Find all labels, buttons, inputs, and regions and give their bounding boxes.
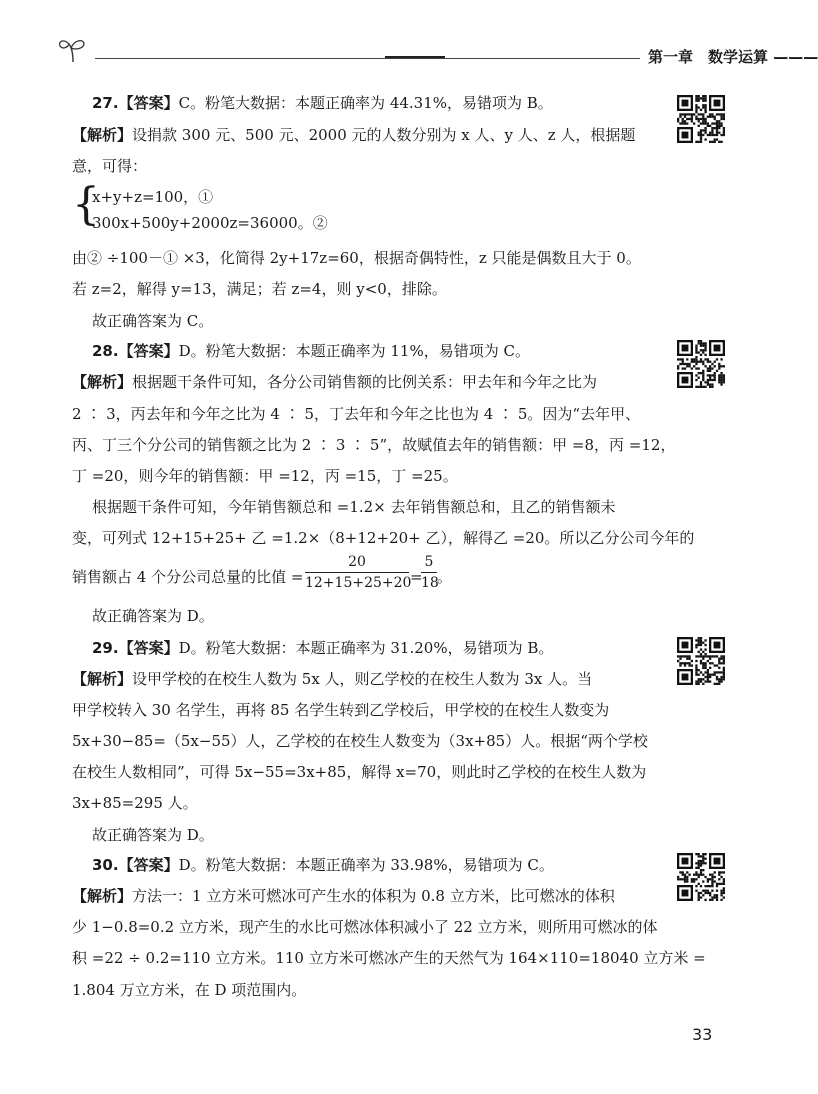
qr-code-icon[interactable] xyxy=(677,95,725,143)
analysis-text: 设甲学校的在校生人数为 5x 人，则乙学校的在校生人数为 3x 人。当 xyxy=(132,670,593,688)
analysis-text: 设捐款 300 元、500 元、2000 元的人数分别为 x 人、y 人、z 人，根据题 xyxy=(132,126,636,144)
q29-analysis xyxy=(72,669,592,689)
fraction-ratio xyxy=(305,553,412,592)
q27-line3: 意，可得： xyxy=(72,157,148,175)
q28-conclusion: 故正确答案为 D。 xyxy=(92,607,214,625)
header-rule-accent xyxy=(385,56,445,58)
q28-line3: 2 ∶ 3，丙去年和今年之比为 4 ∶ 5，丁去年和今年之比也为 4 ∶ 5。因为“去年甲、 xyxy=(72,405,641,423)
analysis-tag: 【解析】 xyxy=(72,670,133,688)
q28-line6: 根据题干条件可知，今年销售额总和 =1.2× 去年销售额总和，且乙的销售额未 xyxy=(92,498,616,516)
analysis-tag: 【解析】 xyxy=(72,887,133,905)
qr-code-icon[interactable] xyxy=(677,340,725,388)
q27-line4: 由② ÷100－① ×3，化简得 2y+17z=60，根据奇偶特性，z 只能是偶数且大于 0。 xyxy=(72,249,641,267)
fraction-denominator: 12+15+25+20 xyxy=(305,575,412,591)
q29-line6: 3x+85=295 人。 xyxy=(72,794,198,812)
answer-tag: 29.【答案】 xyxy=(92,639,179,657)
page-number: 33 xyxy=(692,1025,713,1044)
fraction-numerator: 20 xyxy=(348,554,366,570)
fraction-numerator: 5 xyxy=(424,554,434,570)
q28-line7: 变，可列式 12+15+25+ 乙 =1.2×（8+12+20+ 乙），解得乙 =20。所以乙分公司今年的 xyxy=(72,529,695,547)
answer-tag: 30.【答案】 xyxy=(92,856,179,874)
page-header xyxy=(55,36,818,66)
q29-line3: 甲学校转入 30 名学生，再将 85 名学生转到乙学校后，甲学校的在校生人数变为 xyxy=(72,701,610,719)
q27-conclusion: 故正确答案为 C。 xyxy=(92,312,214,330)
q28-line8: 销售额占 4 个分公司总量的比值 = xyxy=(72,568,304,586)
analysis-tag: 【解析】 xyxy=(72,373,133,391)
answer-tag: 27.【答案】 xyxy=(92,94,179,112)
q27-line5: 若 z=2，解得 y=13，满足；若 z=4，则 y<0，排除。 xyxy=(72,280,447,298)
q27-eq1: x+y+z=100，① xyxy=(92,188,214,206)
qr-code-icon[interactable] xyxy=(677,853,725,901)
q30-line4: 积 =22 ÷ 0.2=110 立方米。110 立方米可燃冰产生的天然气为 164×110=18040 立方米 = xyxy=(72,949,706,967)
fraction-bar xyxy=(305,572,409,573)
analysis-text: 方法一：1 立方米可燃冰可产生水的体积为 0.8 立方米，比可燃冰的体积 xyxy=(132,887,615,905)
answer-text: D。粉笔大数据：本题正确率为 11%，易错项为 C。 xyxy=(178,342,530,360)
answer-tag: 28.【答案】 xyxy=(92,342,179,360)
header-rule xyxy=(95,58,640,59)
equation-brace: { xyxy=(72,179,100,230)
fraction-result xyxy=(421,553,437,592)
q27-analysis xyxy=(72,125,635,145)
fraction-denominator: 18 xyxy=(421,575,439,591)
q29-line5: 在校生人数相同”，可得 5x−55=3x+85，解得 x=70，则此时乙学校的在校生人数为 xyxy=(72,763,647,781)
q27-answer xyxy=(92,93,553,113)
answer-text: C。粉笔大数据：本题正确率为 44.31%，易错项为 B。 xyxy=(178,94,553,112)
q30-line3: 少 1−0.8=0.2 立方米，现产生的水比可燃冰体积减小了 22 立方米，则所用可燃冰的体 xyxy=(72,918,658,936)
q28-answer xyxy=(92,341,530,361)
answer-text: D。粉笔大数据：本题正确率为 31.20%，易错项为 B。 xyxy=(178,639,554,657)
period: 。 xyxy=(437,568,453,586)
q30-analysis xyxy=(72,886,615,906)
equals-sign: = xyxy=(410,568,423,586)
q29-line4: 5x+30−85=（5x−55）人，乙学校的在校生人数变为（3x+85）人。根据“两个学校 xyxy=(72,732,648,750)
q28-line5: 丁 =20，则今年的销售额：甲 =12，丙 =15，丁 =25。 xyxy=(72,467,458,485)
q29-answer xyxy=(92,638,553,658)
q28-analysis xyxy=(72,372,597,392)
qr-code-icon[interactable] xyxy=(677,637,725,685)
fraction-bar xyxy=(421,572,437,573)
analysis-tag: 【解析】 xyxy=(72,126,133,144)
chapter-title: 第一章 数学运算 ——— xyxy=(648,48,818,66)
q30-answer xyxy=(92,855,554,875)
q27-eq2: 300x+500y+2000z=36000。② xyxy=(92,214,328,232)
q28-line4: 丙、丁三个分公司的销售额之比为 2 ∶ 3 ∶ 5”，故赋值去年的销售额：甲 =8，丙 =12， xyxy=(72,436,676,454)
q29-conclusion: 故正确答案为 D。 xyxy=(92,826,214,844)
sprout-icon xyxy=(57,36,93,64)
answer-text: D。粉笔大数据：本题正确率为 33.98%，易错项为 C。 xyxy=(178,856,554,874)
analysis-text: 根据题干条件可知，各分公司销售额的比例关系：甲去年和今年之比为 xyxy=(132,373,598,391)
q30-line5: 1.804 万立方米，在 D 项范围内。 xyxy=(72,981,307,999)
